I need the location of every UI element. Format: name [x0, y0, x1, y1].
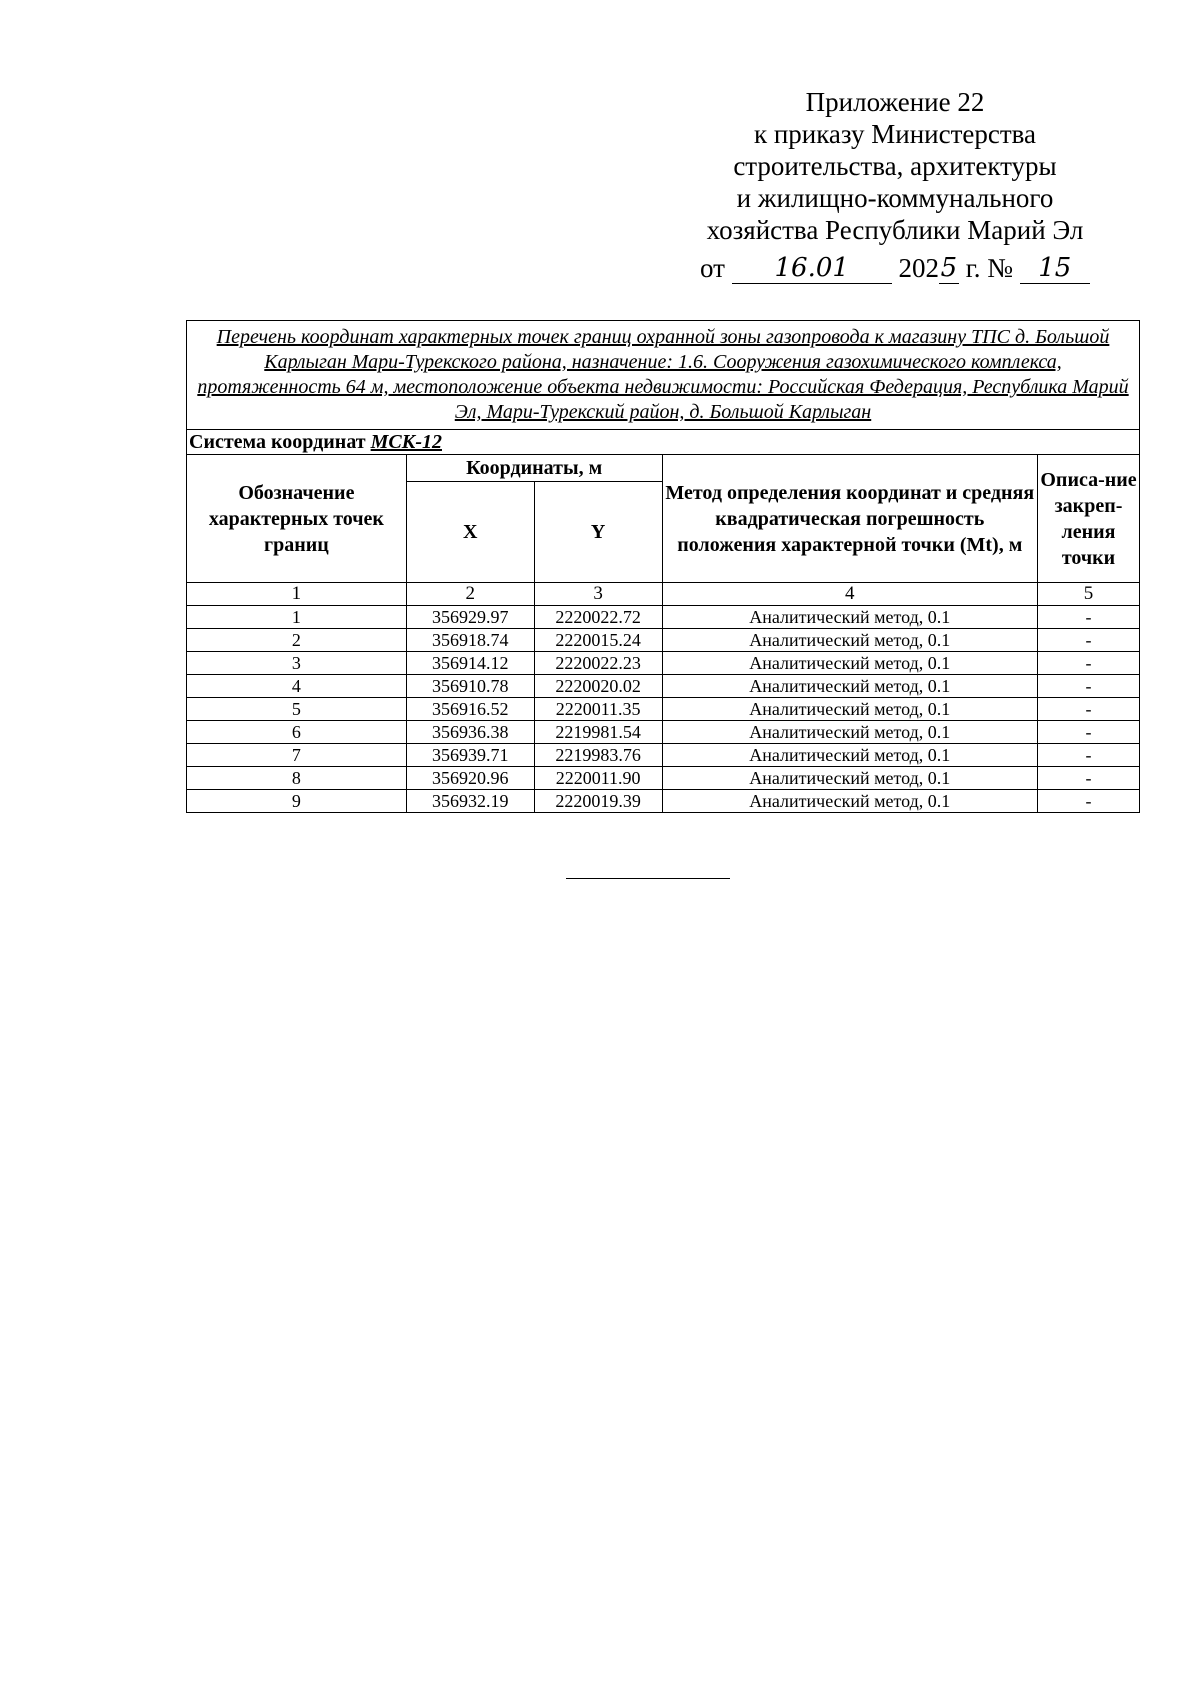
cell-method: Аналитический метод, 0.1 [662, 767, 1037, 790]
table-row [187, 721, 1140, 744]
cell-description: - [1038, 652, 1140, 675]
table-row [187, 629, 1140, 652]
cell-method: Аналитический метод, 0.1 [662, 790, 1037, 813]
cell-y: 2219983.76 [534, 744, 662, 767]
cell-description: - [1038, 629, 1140, 652]
table-row [187, 790, 1140, 813]
cell-method: Аналитический метод, 0.1 [662, 606, 1037, 629]
cell-y: 2220011.35 [534, 698, 662, 721]
coordinate-system-value: МСК-12 [370, 430, 442, 453]
table-row [187, 698, 1140, 721]
cell-point: 6 [187, 721, 407, 744]
cell-x: 356916.52 [406, 698, 534, 721]
cell-method: Аналитический метод, 0.1 [662, 744, 1037, 767]
cell-point: 7 [187, 744, 407, 767]
cell-x: 356936.38 [406, 721, 534, 744]
cell-x: 356914.12 [406, 652, 534, 675]
table-row [187, 652, 1140, 675]
cell-x: 356939.71 [406, 744, 534, 767]
column-number: 4 [662, 583, 1037, 606]
document-header [680, 86, 1110, 246]
date-prefix: от [700, 253, 725, 283]
column-number: 1 [187, 583, 407, 606]
order-date-line [700, 252, 1120, 284]
cell-y: 2220019.39 [534, 790, 662, 813]
cell-description: - [1038, 744, 1140, 767]
cell-y: 2220020.02 [534, 675, 662, 698]
header-x: X [406, 482, 534, 583]
cell-x: 356920.96 [406, 767, 534, 790]
cell-point: 4 [187, 675, 407, 698]
header-designation: Обозначение характерных точек границ [187, 455, 407, 583]
cell-description: - [1038, 675, 1140, 698]
cell-point: 5 [187, 698, 407, 721]
header-line-3: строительства, архитектуры [733, 151, 1057, 181]
header-line-2: к приказу Министерства [753, 119, 1037, 149]
header-description: Описа-ние закреп-ления точки [1038, 455, 1140, 583]
cell-y: 2220015.24 [534, 629, 662, 652]
cell-point: 3 [187, 652, 407, 675]
table-row [187, 767, 1140, 790]
table-body [187, 606, 1140, 813]
cell-method: Аналитический метод, 0.1 [662, 698, 1037, 721]
cell-point: 8 [187, 767, 407, 790]
cell-description: - [1038, 698, 1140, 721]
header-line-4: и жилищно-коммунального [736, 183, 1054, 213]
cell-method: Аналитический метод, 0.1 [662, 652, 1037, 675]
closing-rule [566, 878, 730, 879]
number-prefix: г. № [965, 253, 1013, 283]
table-row [187, 744, 1140, 767]
order-year-digit: 5 [940, 253, 958, 283]
cell-description: - [1038, 790, 1140, 813]
order-date: 16.01 [732, 253, 892, 284]
cell-x: 356929.97 [406, 606, 534, 629]
cell-point: 1 [187, 606, 407, 629]
header-coordinates: Координаты, м [406, 455, 662, 482]
order-number: 15 [1020, 253, 1090, 284]
header-method: Метод определения координат и средняя квадратическая погрешность положения характерной точки (Mt), м [662, 455, 1037, 583]
cell-x: 356918.74 [406, 629, 534, 652]
cell-y: 2220022.23 [534, 652, 662, 675]
header-y: Y [534, 482, 662, 583]
column-number: 2 [406, 583, 534, 606]
cell-y: 2219981.54 [534, 721, 662, 744]
cell-point: 9 [187, 790, 407, 813]
year-prefix: 202 [898, 253, 939, 283]
cell-method: Аналитический метод, 0.1 [662, 721, 1037, 744]
coordinate-system-row [187, 430, 1140, 455]
cell-x: 356932.19 [406, 790, 534, 813]
table-caption: Перечень координат характерных точек границ охранной зоны газопровода к магазину ТПС д. Большой Карлыган Мари-Турекского района, назначение: 1.6. Сооружения газохимического комплекса, протяженность 64 м, местоположение объекта недвижимости: Российская Федерация, Республика Марий Эл, Мари-Турекский район, д. Большой Карлыган [187, 321, 1140, 430]
cell-description: - [1038, 767, 1140, 790]
cell-method: Аналитический метод, 0.1 [662, 675, 1037, 698]
cell-description: - [1038, 606, 1140, 629]
cell-y: 2220022.72 [534, 606, 662, 629]
coordinate-system-label: Система координат [189, 430, 366, 453]
cell-description: - [1038, 721, 1140, 744]
column-number: 3 [534, 583, 662, 606]
table-row [187, 606, 1140, 629]
header-line-5: хозяйства Республики Марий Эл [706, 215, 1084, 245]
column-number: 5 [1038, 583, 1140, 606]
coordinates-table [186, 320, 1140, 813]
cell-point: 2 [187, 629, 407, 652]
table-row [187, 675, 1140, 698]
cell-y: 2220011.90 [534, 767, 662, 790]
cell-method: Аналитический метод, 0.1 [662, 629, 1037, 652]
header-line-1: Приложение 22 [805, 87, 985, 117]
cell-x: 356910.78 [406, 675, 534, 698]
